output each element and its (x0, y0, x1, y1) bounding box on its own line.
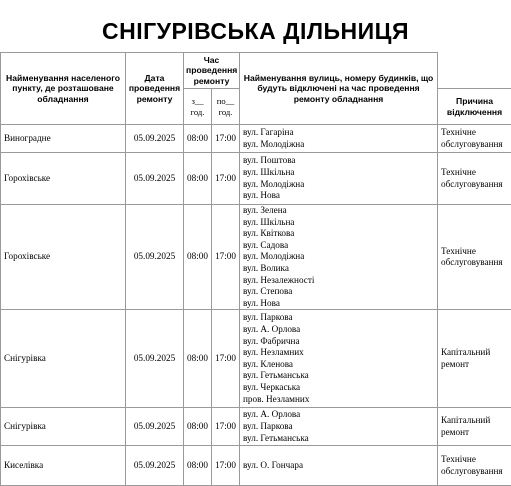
reason-cell: Капітальний ремонт (438, 310, 511, 408)
street-item: пров. Незламних (243, 394, 435, 406)
street-item: вул. Шкільна (243, 167, 435, 179)
settlement-cell: Горохівське (1, 153, 126, 205)
settlement-cell: Киселівка (1, 446, 126, 486)
street-item: вул. Кленова (243, 359, 435, 371)
streets-cell (240, 446, 438, 486)
page-title: СНІГУРІВСЬКА ДІЛЬНИЦЯ (0, 18, 511, 45)
street-item: вул. Гагаріна (243, 127, 435, 139)
date-cell: 05.09.2025 (126, 446, 184, 486)
streets-cell (240, 205, 438, 310)
street-item: вул. Черкаська (243, 382, 435, 394)
time-to-cell: 17:00 (212, 153, 240, 205)
table-row (1, 446, 511, 486)
header-from: з__ год. (184, 89, 212, 125)
table-row (1, 310, 511, 408)
street-item: вул. А. Орлова (243, 324, 435, 336)
street-item: вул. Паркова (243, 312, 435, 324)
streets-cell (240, 153, 438, 205)
street-item: вул. Зелена (243, 205, 435, 217)
settlement-cell: Виноградне (1, 125, 126, 153)
time-from-cell: 08:00 (184, 446, 212, 486)
street-item: вул. Нова (243, 190, 435, 202)
reason-cell: Технічне обслуговування (438, 125, 511, 153)
header-date: Дата проведення ремонту (126, 53, 184, 125)
table-row (1, 205, 511, 310)
time-from-cell: 08:00 (184, 310, 212, 408)
time-to-cell: 17:00 (212, 446, 240, 486)
street-item: вул. Паркова (243, 421, 435, 433)
time-to-cell: 17:00 (212, 408, 240, 446)
outage-table (0, 52, 511, 486)
time-from-cell: 08:00 (184, 205, 212, 310)
time-from-cell: 08:00 (184, 125, 212, 153)
date-cell: 05.09.2025 (126, 205, 184, 310)
street-item: вул. Фабрична (243, 336, 435, 348)
street-item: вул. Незалежності (243, 275, 435, 287)
time-to-cell: 17:00 (212, 205, 240, 310)
street-item: вул. Волика (243, 263, 435, 275)
street-item: вул. Молодіжна (243, 179, 435, 191)
settlement-cell: Снігурівка (1, 310, 126, 408)
date-cell: 05.09.2025 (126, 310, 184, 408)
header-streets: Найменування вулиць, номеру будинків, що будуть відключені на час проведення ремонту обладнання (240, 53, 438, 125)
header-time: Час проведення ремонту (184, 53, 240, 89)
streets-cell (240, 408, 438, 446)
table-row (1, 153, 511, 205)
header-to: по__ год. (212, 89, 240, 125)
reason-cell: Технічне обслуговування (438, 153, 511, 205)
street-item: вул. Молодіжна (243, 139, 435, 151)
time-to-cell: 17:00 (212, 125, 240, 153)
reason-cell: Капітальний ремонт (438, 408, 511, 446)
date-cell: 05.09.2025 (126, 153, 184, 205)
streets-cell (240, 125, 438, 153)
street-item: вул. А. Орлова (243, 409, 435, 421)
street-item: вул. Гетьманська (243, 433, 435, 445)
street-item: вул. Квіткова (243, 228, 435, 240)
street-item: вул. Нова (243, 298, 435, 310)
reason-cell: Технічне обслуговування (438, 205, 511, 310)
header-reason: Причина відключення (438, 89, 511, 125)
table-row (1, 125, 511, 153)
time-from-cell: 08:00 (184, 408, 212, 446)
header-settlement: Найменування населеного пункту, де розташоване обладнання (1, 53, 126, 125)
table-row (1, 408, 511, 446)
street-item: вул. Гетьманська (243, 370, 435, 382)
settlement-cell: Снігурівка (1, 408, 126, 446)
street-item: вул. Шкільна (243, 217, 435, 229)
street-item: вул. Садова (243, 240, 435, 252)
date-cell: 05.09.2025 (126, 125, 184, 153)
street-item: вул. Молодіжна (243, 251, 435, 263)
street-item: вул. Поштова (243, 155, 435, 167)
street-item: вул. О. Гончара (243, 460, 435, 472)
reason-cell: Технічне обслуговування (438, 446, 511, 486)
date-cell: 05.09.2025 (126, 408, 184, 446)
time-to-cell: 17:00 (212, 310, 240, 408)
time-from-cell: 08:00 (184, 153, 212, 205)
settlement-cell: Горохівське (1, 205, 126, 310)
header-reason-blank (438, 53, 511, 89)
street-item: вул. Степова (243, 286, 435, 298)
streets-cell (240, 310, 438, 408)
street-item: вул. Незламних (243, 347, 435, 359)
